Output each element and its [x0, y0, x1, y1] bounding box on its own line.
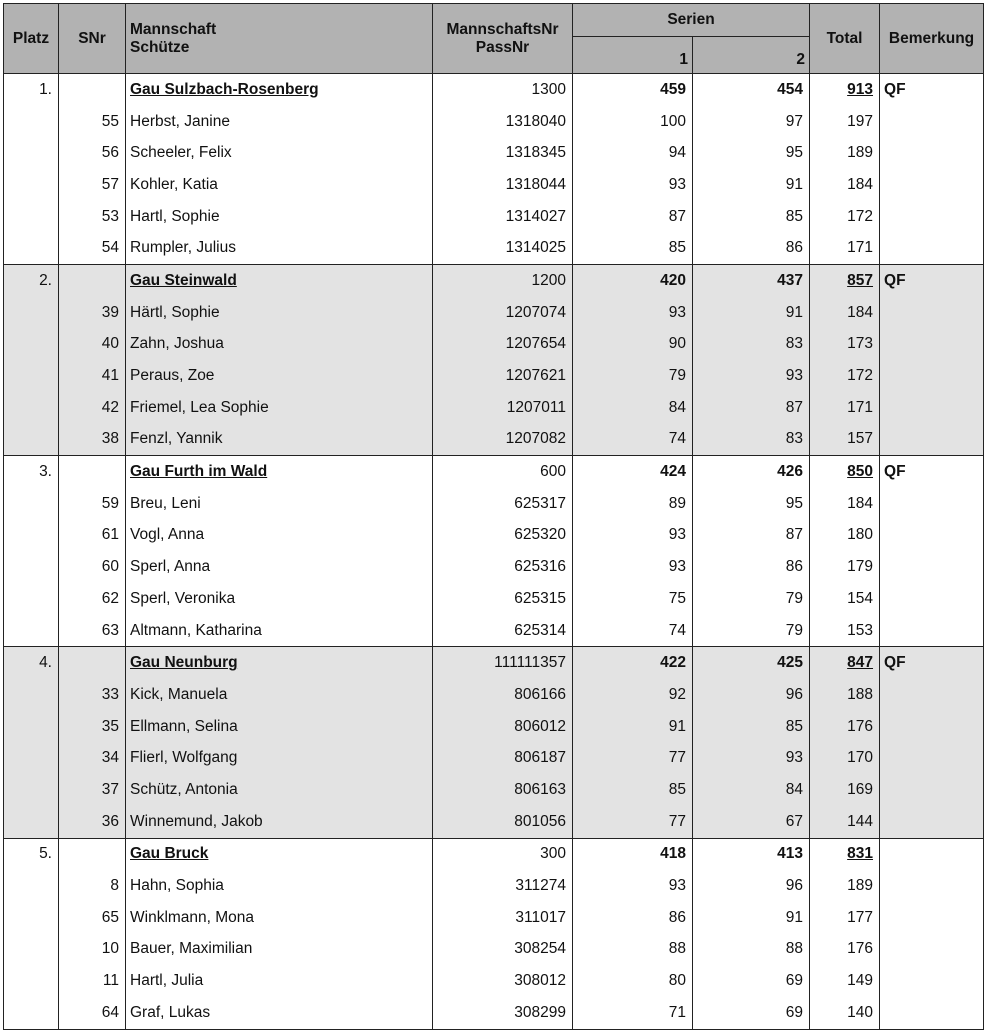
team-remark: QF	[880, 265, 984, 297]
shooter-name: Winnemund, Jakob	[126, 806, 433, 838]
shooter-total: 171	[810, 232, 880, 264]
shooter-snr: 11	[59, 965, 126, 997]
shooter-total: 188	[810, 679, 880, 711]
shooter-total: 169	[810, 774, 880, 806]
shooter-serie-2: 96	[693, 679, 810, 711]
shooter-passnr: 308299	[433, 997, 573, 1029]
shooter-serie-1: 77	[573, 806, 693, 838]
team-snr	[59, 838, 126, 870]
shooter-row	[4, 774, 984, 806]
team-serie-1: 424	[573, 456, 693, 488]
shooter-serie-1: 77	[573, 742, 693, 774]
shooter-serie-2: 85	[693, 201, 810, 233]
shooter-row	[4, 711, 984, 743]
shooter-snr: 62	[59, 583, 126, 615]
shooter-passnr: 806166	[433, 679, 573, 711]
shooter-row	[4, 902, 984, 934]
team-name: Gau Sulzbach-Rosenberg	[130, 80, 319, 98]
team-row	[4, 838, 984, 870]
team-group-2	[4, 265, 984, 456]
shooter-row	[4, 870, 984, 902]
team-serie-2: 426	[693, 456, 810, 488]
team-total: 857	[847, 271, 874, 289]
shooter-row	[4, 329, 984, 361]
team-name-cell	[126, 647, 433, 679]
header-mannschaft-schuetze	[126, 4, 433, 74]
shooter-serie-1: 92	[573, 679, 693, 711]
shooter-passnr: 1314025	[433, 232, 573, 264]
shooter-total: 179	[810, 551, 880, 583]
shooter-snr: 54	[59, 232, 126, 264]
shooter-total: 140	[810, 997, 880, 1029]
shooter-passnr: 1318044	[433, 169, 573, 201]
table-header	[4, 4, 984, 74]
shooter-row	[4, 137, 984, 169]
shooter-snr: 61	[59, 520, 126, 552]
shooter-name: Scheeler, Felix	[126, 137, 433, 169]
shooter-total: 153	[810, 615, 880, 647]
shooter-name: Vogl, Anna	[126, 520, 433, 552]
team-name: Gau Furth im Wald	[130, 463, 268, 481]
shooter-passnr: 308012	[433, 965, 573, 997]
shooter-snr: 37	[59, 774, 126, 806]
shooter-snr: 53	[59, 201, 126, 233]
shooter-serie-1: 75	[573, 583, 693, 615]
team-total: 913	[847, 80, 874, 98]
shooter-name: Herbst, Janine	[126, 106, 433, 138]
team-group-5	[4, 838, 984, 1029]
team-remark	[880, 838, 984, 870]
shooter-snr: 59	[59, 488, 126, 520]
team-name-cell	[126, 265, 433, 297]
shooter-snr: 39	[59, 297, 126, 329]
team-name-cell	[126, 456, 433, 488]
shooter-serie-2: 88	[693, 934, 810, 966]
shooter-serie-2: 85	[693, 711, 810, 743]
team-row	[4, 647, 984, 679]
team-total-cell	[810, 647, 880, 679]
shooter-row	[4, 615, 984, 647]
results-table	[3, 3, 984, 1030]
shooter-passnr: 806163	[433, 774, 573, 806]
team-nr: 300	[433, 838, 573, 870]
header-serie-2: 2	[693, 37, 810, 74]
shooter-total: 172	[810, 201, 880, 233]
shooter-passnr: 806187	[433, 742, 573, 774]
team-total-cell	[810, 838, 880, 870]
shooter-passnr: 625315	[433, 583, 573, 615]
shooter-row	[4, 488, 984, 520]
team-total-cell	[810, 265, 880, 297]
team-serie-2: 425	[693, 647, 810, 679]
team-serie-1: 418	[573, 838, 693, 870]
team-serie-2: 454	[693, 74, 810, 106]
shooter-total: 154	[810, 583, 880, 615]
team-name: Gau Bruck	[130, 845, 209, 863]
team-total: 847	[847, 654, 874, 672]
shooter-row	[4, 392, 984, 424]
shooter-name: Flierl, Wolfgang	[126, 742, 433, 774]
shooter-serie-1: 74	[573, 424, 693, 456]
shooter-serie-1: 89	[573, 488, 693, 520]
shooter-snr: 42	[59, 392, 126, 424]
shooter-passnr: 625314	[433, 615, 573, 647]
shooter-name: Friemel, Lea Sophie	[126, 392, 433, 424]
team-snr	[59, 647, 126, 679]
shooter-serie-2: 79	[693, 615, 810, 647]
shooter-serie-1: 85	[573, 774, 693, 806]
shooter-row	[4, 360, 984, 392]
shooter-row	[4, 169, 984, 201]
shooter-row	[4, 106, 984, 138]
team-name: Gau Steinwald	[130, 271, 237, 289]
shooter-passnr: 801056	[433, 806, 573, 838]
team-name-cell	[126, 838, 433, 870]
shooter-total: 180	[810, 520, 880, 552]
shooter-serie-1: 79	[573, 360, 693, 392]
shooter-total: 184	[810, 169, 880, 201]
header-snr: SNr	[59, 4, 126, 74]
shooter-snr: 40	[59, 329, 126, 361]
shooter-passnr: 311017	[433, 902, 573, 934]
shooter-total: 173	[810, 329, 880, 361]
shooter-passnr: 311274	[433, 870, 573, 902]
shooter-name: Kohler, Katia	[126, 169, 433, 201]
shooter-snr: 57	[59, 169, 126, 201]
shooter-serie-1: 84	[573, 392, 693, 424]
shooter-serie-1: 87	[573, 201, 693, 233]
shooter-snr: 64	[59, 997, 126, 1029]
shooter-serie-2: 91	[693, 169, 810, 201]
header-mannschaftsnr: MannschaftsNr	[446, 20, 559, 38]
shooter-serie-1: 93	[573, 520, 693, 552]
shooter-total: 177	[810, 902, 880, 934]
shooter-serie-2: 96	[693, 870, 810, 902]
shooter-passnr: 1207654	[433, 329, 573, 361]
shooter-passnr: 1207621	[433, 360, 573, 392]
team-remark: QF	[880, 647, 984, 679]
shooter-snr: 34	[59, 742, 126, 774]
team-row	[4, 456, 984, 488]
shooter-serie-2: 69	[693, 965, 810, 997]
shooter-row	[4, 997, 984, 1029]
shooter-serie-1: 85	[573, 232, 693, 264]
shooter-row	[4, 679, 984, 711]
shooter-serie-2: 86	[693, 551, 810, 583]
shooter-name: Peraus, Zoe	[126, 360, 433, 392]
team-group-3	[4, 456, 984, 647]
shooter-serie-2: 95	[693, 488, 810, 520]
shooter-serie-2: 95	[693, 137, 810, 169]
shooter-serie-2: 93	[693, 742, 810, 774]
shooter-serie-2: 79	[693, 583, 810, 615]
header-mannschaft: Mannschaft	[130, 20, 217, 38]
shooter-name: Winklmann, Mona	[126, 902, 433, 934]
shooter-serie-1: 90	[573, 329, 693, 361]
shooter-name: Graf, Lukas	[126, 997, 433, 1029]
shooter-total: 157	[810, 424, 880, 456]
shooter-serie-2: 86	[693, 232, 810, 264]
team-serie-1: 459	[573, 74, 693, 106]
shooter-total: 176	[810, 711, 880, 743]
shooter-serie-2: 69	[693, 997, 810, 1029]
shooter-name: Zahn, Joshua	[126, 329, 433, 361]
shooter-name: Ellmann, Selina	[126, 711, 433, 743]
header-schuetze: Schütze	[130, 38, 190, 56]
shooter-name: Kick, Manuela	[126, 679, 433, 711]
shooter-passnr: 806012	[433, 711, 573, 743]
header-bemerkung: Bemerkung	[880, 4, 984, 74]
shooter-serie-2: 91	[693, 297, 810, 329]
shooter-serie-2: 91	[693, 902, 810, 934]
shooter-serie-1: 88	[573, 934, 693, 966]
shooter-serie-2: 97	[693, 106, 810, 138]
shooter-serie-1: 71	[573, 997, 693, 1029]
team-remark: QF	[880, 456, 984, 488]
header-passnr: PassNr	[475, 38, 530, 56]
shooter-serie-1: 91	[573, 711, 693, 743]
team-name: Gau Neunburg	[130, 654, 238, 672]
shooter-name: Härtl, Sophie	[126, 297, 433, 329]
team-name-cell	[126, 74, 433, 106]
shooter-serie-1: 74	[573, 615, 693, 647]
shooter-passnr: 1207011	[433, 392, 573, 424]
header-total: Total	[810, 4, 880, 74]
shooter-passnr: 1207082	[433, 424, 573, 456]
shooter-row	[4, 742, 984, 774]
shooter-snr: 36	[59, 806, 126, 838]
shooter-serie-1: 100	[573, 106, 693, 138]
shooter-row	[4, 934, 984, 966]
shooter-row	[4, 232, 984, 264]
shooter-serie-1: 86	[573, 902, 693, 934]
shooter-snr: 55	[59, 106, 126, 138]
team-platz: 5.	[4, 838, 59, 870]
team-remark: QF	[880, 74, 984, 106]
shooter-total: 171	[810, 392, 880, 424]
shooter-row	[4, 424, 984, 456]
shooter-total: 189	[810, 137, 880, 169]
shooter-snr: 38	[59, 424, 126, 456]
team-snr	[59, 265, 126, 297]
shooter-passnr: 625316	[433, 551, 573, 583]
shooter-snr: 35	[59, 711, 126, 743]
shooter-serie-1: 80	[573, 965, 693, 997]
shooter-passnr: 308254	[433, 934, 573, 966]
shooter-name: Breu, Leni	[126, 488, 433, 520]
header-serie-1: 1	[573, 37, 693, 74]
team-serie-1: 420	[573, 265, 693, 297]
team-snr	[59, 74, 126, 106]
shooter-row	[4, 551, 984, 583]
shooter-snr: 60	[59, 551, 126, 583]
shooter-passnr: 1314027	[433, 201, 573, 233]
team-nr: 600	[433, 456, 573, 488]
shooter-serie-1: 93	[573, 297, 693, 329]
team-group-1	[4, 74, 984, 265]
shooter-snr: 56	[59, 137, 126, 169]
shooter-snr: 65	[59, 902, 126, 934]
team-platz: 3.	[4, 456, 59, 488]
shooter-serie-2: 93	[693, 360, 810, 392]
shooter-total: 144	[810, 806, 880, 838]
shooter-total: 149	[810, 965, 880, 997]
shooter-serie-1: 93	[573, 551, 693, 583]
shooter-total: 176	[810, 934, 880, 966]
shooter-name: Bauer, Maximilian	[126, 934, 433, 966]
shooter-name: Sperl, Anna	[126, 551, 433, 583]
team-serie-2: 413	[693, 838, 810, 870]
shooter-name: Hartl, Sophie	[126, 201, 433, 233]
header-serien: Serien	[573, 4, 810, 37]
team-total: 850	[847, 463, 874, 481]
shooter-snr: 10	[59, 934, 126, 966]
shooter-name: Altmann, Katharina	[126, 615, 433, 647]
shooter-row	[4, 297, 984, 329]
shooter-row	[4, 806, 984, 838]
shooter-name: Hartl, Julia	[126, 965, 433, 997]
team-nr: 1200	[433, 265, 573, 297]
shooter-name: Fenzl, Yannik	[126, 424, 433, 456]
team-platz: 2.	[4, 265, 59, 297]
shooter-total: 189	[810, 870, 880, 902]
shooter-passnr: 1318040	[433, 106, 573, 138]
shooter-name: Schütz, Antonia	[126, 774, 433, 806]
team-total: 831	[847, 845, 874, 863]
shooter-serie-2: 87	[693, 520, 810, 552]
shooter-serie-2: 84	[693, 774, 810, 806]
team-platz: 4.	[4, 647, 59, 679]
shooter-serie-1: 94	[573, 137, 693, 169]
shooter-serie-2: 67	[693, 806, 810, 838]
shooter-name: Sperl, Veronika	[126, 583, 433, 615]
shooter-serie-1: 93	[573, 169, 693, 201]
shooter-total: 172	[810, 360, 880, 392]
shooter-snr: 41	[59, 360, 126, 392]
shooter-passnr: 625317	[433, 488, 573, 520]
shooter-passnr: 1207074	[433, 297, 573, 329]
shooter-passnr: 1318345	[433, 137, 573, 169]
team-row	[4, 265, 984, 297]
shooter-row	[4, 201, 984, 233]
shooter-name: Rumpler, Julius	[126, 232, 433, 264]
team-total-cell	[810, 456, 880, 488]
shooter-serie-2: 83	[693, 424, 810, 456]
shooter-total: 184	[810, 297, 880, 329]
team-snr	[59, 456, 126, 488]
shooter-row	[4, 583, 984, 615]
shooter-snr: 63	[59, 615, 126, 647]
shooter-serie-1: 93	[573, 870, 693, 902]
header-platz: Platz	[4, 4, 59, 74]
shooter-total: 197	[810, 106, 880, 138]
team-nr: 111111357	[433, 647, 573, 679]
shooter-row	[4, 520, 984, 552]
shooter-total: 184	[810, 488, 880, 520]
team-serie-1: 422	[573, 647, 693, 679]
shooter-passnr: 625320	[433, 520, 573, 552]
shooter-serie-2: 87	[693, 392, 810, 424]
shooter-snr: 33	[59, 679, 126, 711]
shooter-row	[4, 965, 984, 997]
team-nr: 1300	[433, 74, 573, 106]
shooter-snr: 8	[59, 870, 126, 902]
shooter-total: 170	[810, 742, 880, 774]
team-row	[4, 74, 984, 106]
team-total-cell	[810, 74, 880, 106]
shooter-serie-2: 83	[693, 329, 810, 361]
team-group-4	[4, 647, 984, 838]
shooter-name: Hahn, Sophia	[126, 870, 433, 902]
team-serie-2: 437	[693, 265, 810, 297]
header-nr-pass	[433, 4, 573, 74]
team-platz: 1.	[4, 74, 59, 106]
